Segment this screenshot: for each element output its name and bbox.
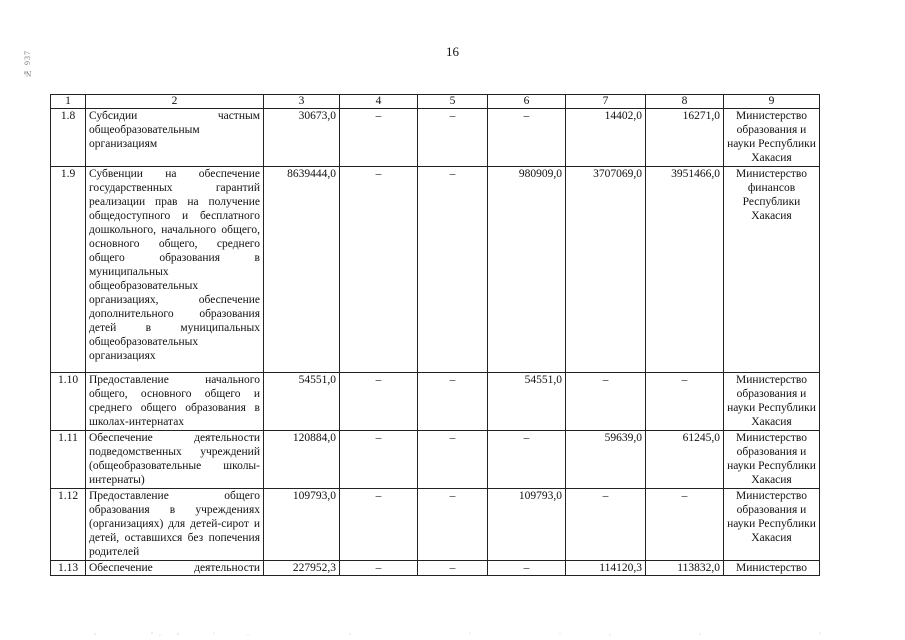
cell-col5: – — [418, 109, 488, 167]
cell-col8: 113832,0 — [646, 561, 724, 576]
row-executor: Министерство — [724, 561, 820, 576]
header-cell: 7 — [566, 95, 646, 109]
cell-col7: 3707069,0 — [566, 167, 646, 373]
row-executor: Министерство образования и науки Республики Хакасия — [724, 489, 820, 561]
cell-col7: – — [566, 489, 646, 561]
row-description: Субсидии частным общеобразовательным организациям — [86, 109, 264, 167]
cell-col5: – — [418, 431, 488, 489]
cell-col8: – — [646, 373, 724, 431]
row-number: 1.13 — [51, 561, 86, 576]
header-cell: 2 — [86, 95, 264, 109]
header-cell: 1 — [51, 95, 86, 109]
cell-col7: 59639,0 — [566, 431, 646, 489]
row-description: Предоставление общего образования в учреждениях (организациях) для детей-сирот и детей, оставшихся без попечения родителей — [86, 489, 264, 561]
cell-col6: 54551,0 — [488, 373, 566, 431]
budget-table — [50, 94, 820, 576]
cell-col6: 109793,0 — [488, 489, 566, 561]
table-row — [51, 373, 820, 431]
row-description: Субвенции на обеспечение государственных гарантий реализации прав на получение общедоступного и бесплатного дошкольного, начального общего, основного общего, среднего общего образования в муниципальных общеобразовательных организациях, обеспечение дополнительного образования детей в муниципальных общеобразовательных организациях — [86, 167, 264, 373]
header-row — [51, 95, 820, 109]
table-row — [51, 109, 820, 167]
cell-col6: 980909,0 — [488, 167, 566, 373]
cell-col6: – — [488, 561, 566, 576]
cell-col4: – — [340, 167, 418, 373]
cell-col3: 54551,0 — [264, 373, 340, 431]
table-row — [51, 489, 820, 561]
scan-noise-decoration — [0, 628, 905, 640]
cell-col8: 3951466,0 — [646, 167, 724, 373]
row-number: 1.8 — [51, 109, 86, 167]
table-row — [51, 561, 820, 576]
header-cell: 5 — [418, 95, 488, 109]
cell-col3: 30673,0 — [264, 109, 340, 167]
row-description: Обеспечение деятельности — [86, 561, 264, 576]
cell-col7: 14402,0 — [566, 109, 646, 167]
row-executor: Министерство финансов Республики Хакасия — [724, 167, 820, 373]
side-registration-mark: № 937 — [23, 50, 32, 78]
cell-col4: – — [340, 431, 418, 489]
cell-col8: – — [646, 489, 724, 561]
row-executor: Министерство образования и науки Республики Хакасия — [724, 373, 820, 431]
cell-col5: – — [418, 561, 488, 576]
cell-col4: – — [340, 489, 418, 561]
row-number: 1.10 — [51, 373, 86, 431]
cell-col4: – — [340, 561, 418, 576]
row-number: 1.11 — [51, 431, 86, 489]
cell-col7: – — [566, 373, 646, 431]
cell-col5: – — [418, 489, 488, 561]
cell-col8: 61245,0 — [646, 431, 724, 489]
header-cell: 3 — [264, 95, 340, 109]
row-number: 1.9 — [51, 167, 86, 373]
row-executor: Министерство образования и науки Республики Хакасия — [724, 431, 820, 489]
page-number: 16 — [446, 44, 459, 59]
header-cell: 4 — [340, 95, 418, 109]
cell-col6: – — [488, 109, 566, 167]
row-executor: Министерство образования и науки Республики Хакасия — [724, 109, 820, 167]
cell-col3: 109793,0 — [264, 489, 340, 561]
table-row — [51, 431, 820, 489]
table-row — [51, 167, 820, 373]
row-number: 1.12 — [51, 489, 86, 561]
cell-col3: 120884,0 — [264, 431, 340, 489]
cell-col8: 16271,0 — [646, 109, 724, 167]
cell-col3: 8639444,0 — [264, 167, 340, 373]
cell-col5: – — [418, 373, 488, 431]
header-cell: 6 — [488, 95, 566, 109]
header-cell: 9 — [724, 95, 820, 109]
cell-col3: 227952,3 — [264, 561, 340, 576]
row-description: Предоставление начального общего, основного общего и среднего общего образования в школах-интернатах — [86, 373, 264, 431]
cell-col6: – — [488, 431, 566, 489]
cell-col7: 114120,3 — [566, 561, 646, 576]
row-description: Обеспечение деятельности подведомственных учреждений (общеобразовательные школы-интернаты) — [86, 431, 264, 489]
header-cell: 8 — [646, 95, 724, 109]
cell-col4: – — [340, 109, 418, 167]
cell-col5: – — [418, 167, 488, 373]
cell-col4: – — [340, 373, 418, 431]
